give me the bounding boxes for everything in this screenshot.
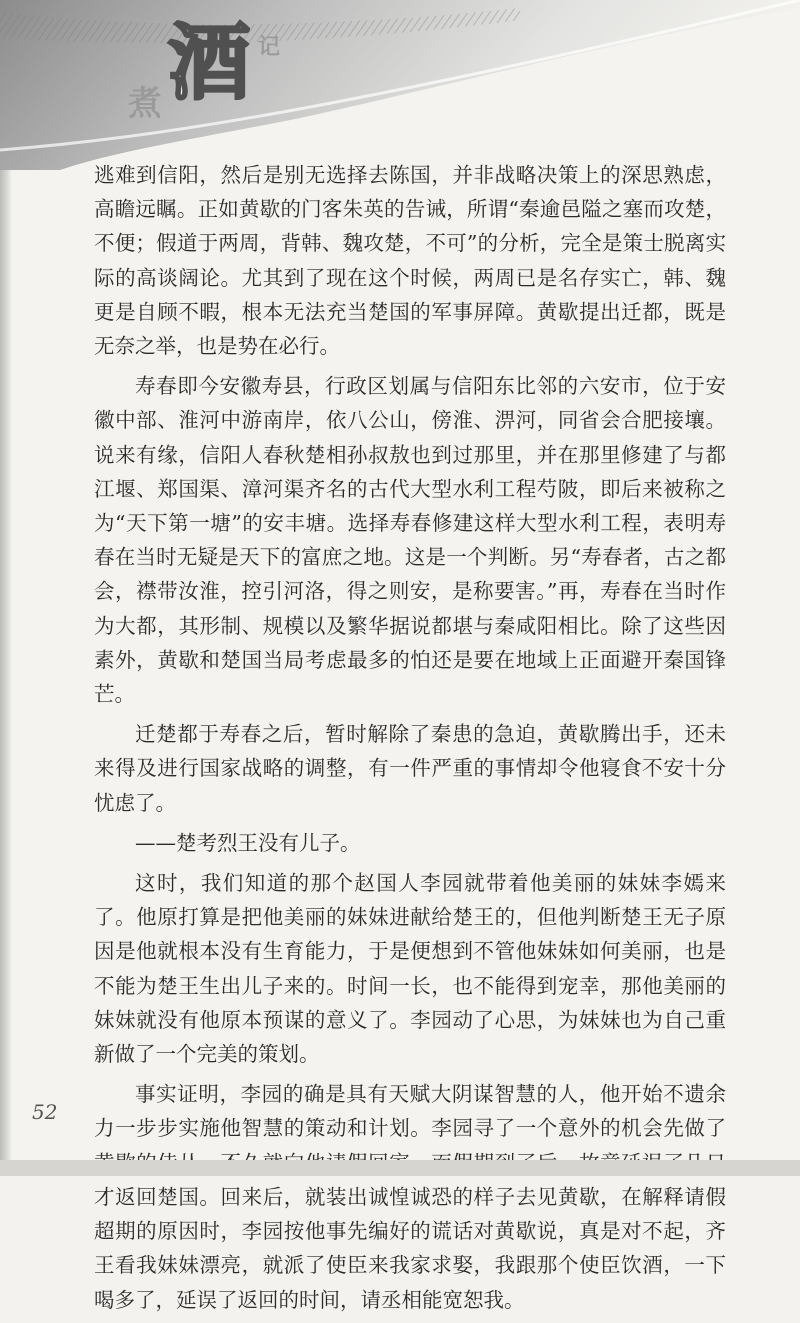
paragraph-2: 寿春即今安徽寿县，行政区划属与信阳东比邻的六安市，位于安徽中部、淮河中游南岸，依八公山，傍淮、淠河，同省会合肥接壤。说来有缘，信阳人春秋楚相孙叔敖也到过那里，并在那里修建了与都江堰、郑国渠、漳河渠齐名的古代大型水利工程芍陂，即后来被称之为“天下第一塘”的安丰塘。选择寿春修建这样大型水利工程，表明寿春在当时无疑是天下的富庶之地。这是一个判断。另“寿春者，古之都会，襟带汝淮，控引河洛，得之则安，是称要害。”再，寿春在当时作为大都，其形制、规模以及繁华据说都堪与秦咸阳相比。除了这些因素外，黄歇和楚国当局考虑最多的怕还是要在地域上正面避开秦国锋芒。 [94,374,726,707]
header-banner-art [0,0,800,170]
paragraph-5: 这时，我们知道的那个赵国人李园就带着他美丽的妹妹李嫣来了。他原打算是把他美丽的妹妹进献给楚王的，但他判断楚王无子原因是他就根本没有生育能力，于是便想到不管他妹妹如何美丽，也是不能为楚王生出儿子来的。时间一长，也不能得到宠幸，那他美丽的妹妹就没有他原本预谋的意义了。李园动了心思，为妹妹也为自己重新做了一个完美的策划。 [94,871,726,1067]
page-number: 52 [32,1100,58,1124]
header-title-wine: 酒 [168,15,251,111]
header-title-cook: 煮 [128,84,162,124]
paragraph-6: 事实证明，李园的确是具有天赋大阴谋智慧的人，他开始不遗余力一步步实施他智慧的策动和计划。李园寻了一个意外的机会先做了 才返回楚国。回来后，就装出诚惶诚恐的样子去见黄歇，在解释请假超期的原因时，李园按他事先编好的谎话对黄歇说，真是对不起，齐王看我妹妹漂亮，就派了使臣来我家求娶，我跟那个使臣饮酒，一下喝多了，延误了返回的时间，请丞相能宽恕我。 [94,1082,726,1312]
paragraph-3: 迁楚都于寿春之后，暂时解除了秦患的急迫，黄歇腾出手，还未来得及进行国家战略的调整，有一件严重的事情却令他寝食不安十分忧虑了。 [94,722,726,815]
body-text [94,158,726,1323]
paragraph-4: ——楚考烈王没有儿子。 [135,830,361,855]
header-title-record: 记 [258,34,281,60]
paragraph-1: 逃难到信阳，然后是别无选择去陈国，并非战略决策上的深思熟虑，高瞻远瞩。正如黄歇的门客朱英的告诫，所谓“秦逾邑隘之塞而攻楚，不便；假道于两周，背韩、魏攻楚，不可”的分析，完全是策士脱离实际的高谈阔论。尤其到了现在这个时候，两周已是名存实亡，韩、魏更是自顾不暇，根本无法充当楚国的军事屏障。黄歇提出迁都，既是无奈之举，也是势在必行。 [94,163,726,359]
page-bottom-edge [0,1160,800,1176]
page-left-shadow [0,170,12,1176]
